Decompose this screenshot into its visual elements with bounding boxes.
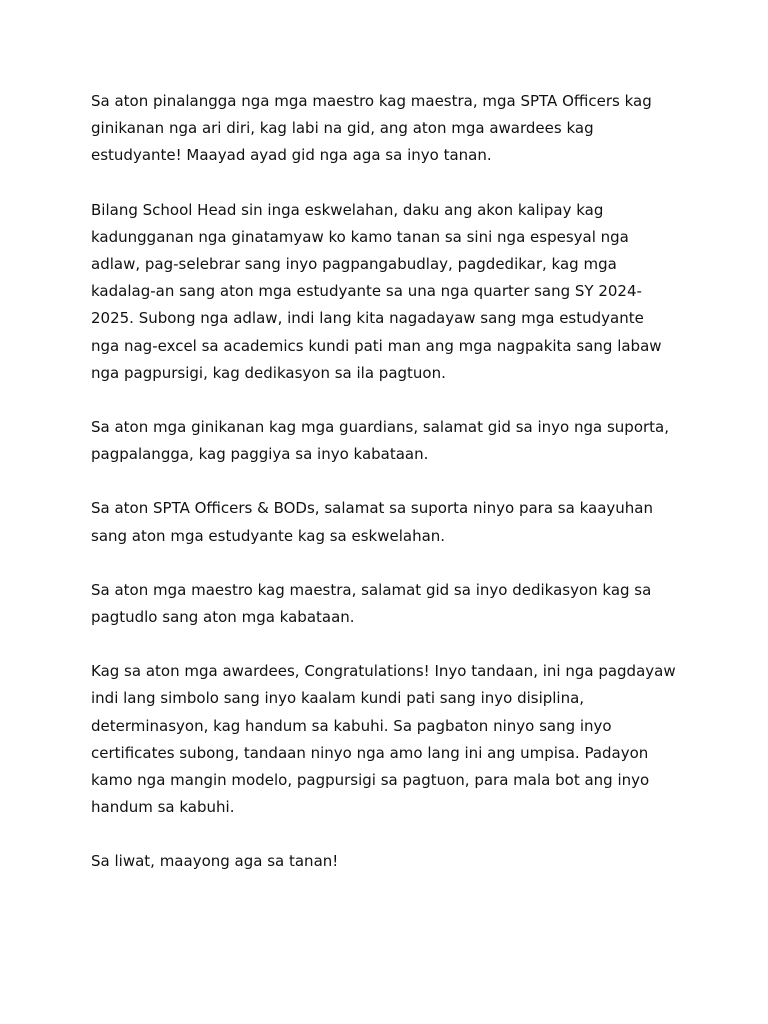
paragraph-greeting: Sa aton pinalangga nga mga maestro kag maestra, mga SPTA Officers kag ginikanan nga ari diri, kag labi na gid, ang aton mga awardees kag estudyante! Maayad ayad gid nga aga sa inyo tanan. [91,92,652,165]
paragraph-awardees-message: Kag sa aton mga awardees, Congratulations! Inyo tandaan, ini nga pagdayaw indi lang simbolo sang inyo kaalam kundi pati sang inyo disiplina, determinasyon, kag handum sa kabuhi. Sa pagbaton ninyo sang inyo certificates subong, tandaan ninyo nga amo lang ini ang umpisa. Padayon kamo nga mangin modelo, pagpursigi sa pagtuon, para mala bot ang inyo handum sa kabuhi. [91,662,676,817]
paragraph-parents-thanks: Sa aton mga ginikanan kag mga guardians, salamat gid sa inyo nga suporta, pagpalangga, kag paggiya sa inyo kabataan. [91,418,669,464]
document-body [91,88,691,903]
paragraph-closing: Sa liwat, maayong aga sa tanan! [91,852,339,871]
paragraph-teachers-thanks: Sa aton mga maestro kag maestra, salamat gid sa inyo dedikasyon kag sa pagtudlo sang aton mga kabataan. [91,580,652,627]
paragraph-spta-thanks: Sa aton SPTA Officers & BODs, salamat sa suporta ninyo para sa kaayuhan sang aton mga estudyante kag sa eskwelahan. [91,499,653,545]
paragraph-introduction: Bilang School Head sin inga eskwelahan, daku ang akon kalipay kag kadungganan nga ginatamyaw ko kamo tanan sa sini nga espesyal nga adlaw, pag-selebrar sang inyo pagpangabudlay, pagdedikar, kag mga kadalag-an sang aton mga estudyante sa una nga quarter sang SY 2024- 2025. Subong nga adlaw, indi lang kita nagadayaw sang mga estudyante nga nag-excel sa academics kundi pati man ang mga nagpakita sang labaw nga pagpursigi, kag dedikasyon sa ila pagtuon. [91,200,662,382]
